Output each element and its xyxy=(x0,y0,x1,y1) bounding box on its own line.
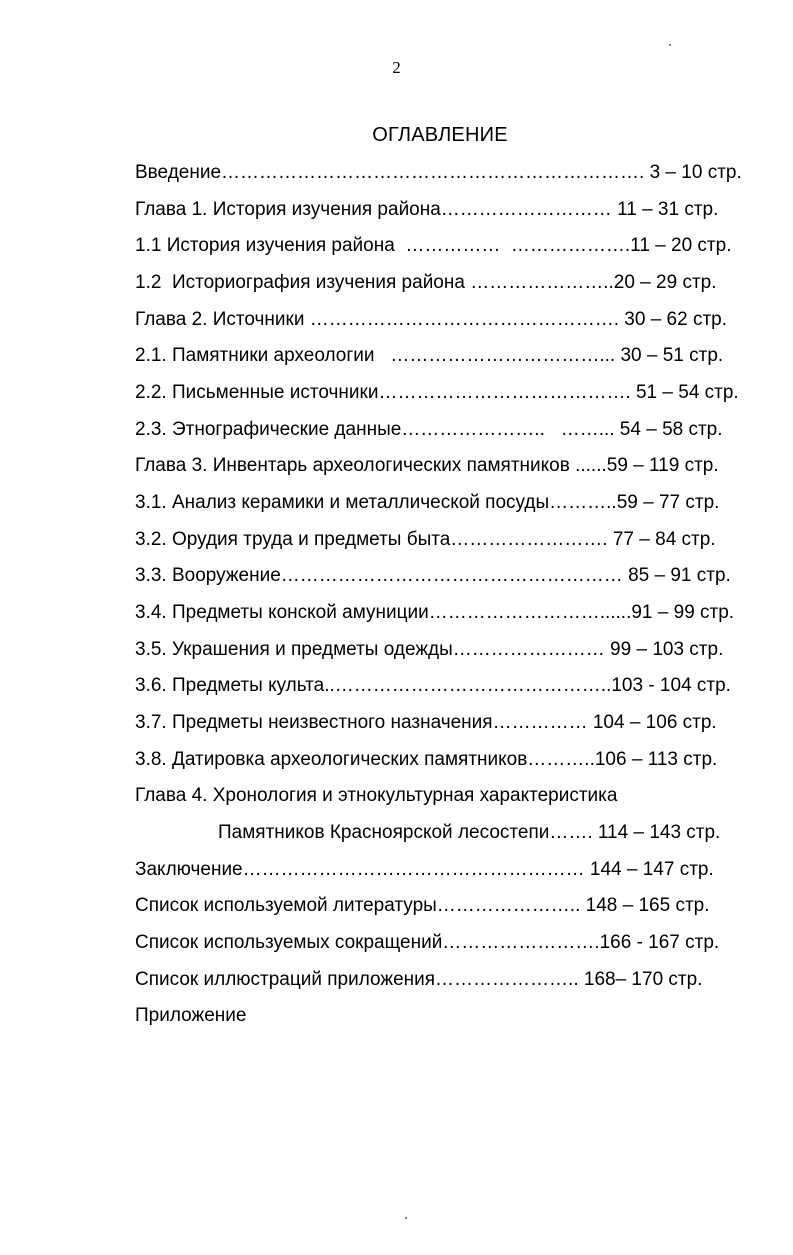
toc-entry-text: 3.1. Анализ керамики и металлической посуды………..59 – 77 стр. xyxy=(135,492,720,513)
toc-entry-abbreviations xyxy=(135,928,719,958)
toc-entry-text: Заключение……………………………………………… 144 – 147 стр. xyxy=(135,859,714,880)
toc-entry-text: Введение…………………………………………………………. 3 – 10 стр. xyxy=(135,162,742,183)
toc-entry-3-4 xyxy=(135,598,734,628)
toc-entry-chapter-1 xyxy=(135,195,718,225)
toc-entry-appendix xyxy=(135,1001,246,1031)
toc-entry-2-2 xyxy=(135,378,739,408)
toc-entry-text: 3.3. Вооружение……………………………………………… 85 – 91 стр. xyxy=(135,565,731,586)
page-number: 2 xyxy=(392,58,401,77)
toc-entry-text: 2.3. Этнографические данные………………….. ……... 54 – 58 стр. xyxy=(135,419,723,440)
toc-entry-illustrations xyxy=(135,965,702,995)
toc-entry-text: 2.2. Письменные источники…………………………………. 51 – 54 стр. xyxy=(135,382,739,403)
toc-entry-3-2 xyxy=(135,525,716,555)
toc-entry-text: Список используемой литературы………………….. 148 – 165 стр. xyxy=(135,895,710,916)
toc-entry-text: Список иллюстраций приложения………………….. 168– 170 стр. xyxy=(135,969,703,990)
toc-entry-chapter-4-continued xyxy=(218,818,720,848)
toc-entry-text: Глава 4. Хронология и этнокультурная характеристика xyxy=(135,785,618,806)
toc-entry-text: 1.2 Историография изучения района …………………..20 – 29 стр. xyxy=(135,272,717,293)
toc-entry-chapter-2 xyxy=(135,305,727,335)
toc-entry-text: 3.4. Предметы конской амуниции………………………......91 – 99 стр. xyxy=(135,602,735,623)
toc-entry-2-3 xyxy=(135,415,723,445)
toc-entry-3-3 xyxy=(135,561,731,591)
toc-entry-text: Приложение xyxy=(135,1005,247,1026)
scan-speck xyxy=(405,1217,407,1219)
toc-entry-text: Глава 3. Инвентарь археологических памятников ......59 – 119 стр. xyxy=(135,455,719,476)
toc-title: ОГЛАВЛЕНИЕ xyxy=(372,124,508,146)
toc-entry-conclusion xyxy=(135,855,714,885)
toc-entry-text: 2.1. Памятники археологии ……………………………... 30 – 51 стр. xyxy=(135,345,724,366)
toc-entry-2-1 xyxy=(135,341,723,371)
toc-entry-3-6 xyxy=(135,671,731,701)
toc-entry-text: 3.8. Датировка археологических памятников………..106 – 113 стр. xyxy=(135,749,718,770)
toc-entry-text: 1.1 История изучения района …………… ……………….11 – 20 стр. xyxy=(135,235,732,256)
toc-entry-text: 3.5. Украшения и предметы одежды…………………… 99 – 103 стр. xyxy=(135,639,724,660)
toc-entry-3-7 xyxy=(135,708,717,738)
toc-entry-chapter-3 xyxy=(135,451,719,481)
toc-entry-3-5 xyxy=(135,635,723,665)
toc-entry-text: 3.7. Предметы неизвестного назначения…………… 104 – 106 стр. xyxy=(135,712,717,733)
scan-speck xyxy=(669,44,671,46)
toc-entry-3-8 xyxy=(135,745,717,775)
toc-entry-text: 3.2. Орудия труда и предметы быта……………………. 77 – 84 стр. xyxy=(135,529,716,550)
toc-entry-introduction xyxy=(135,158,742,188)
toc-entry-text: Глава 2. Источники …………………………………………. 30 – 62 стр. xyxy=(135,309,728,330)
toc-entry-chapter-4 xyxy=(135,781,617,811)
toc-entry-text: 3.6. Предметы культа..……………………………………..103 - 104 стр. xyxy=(135,675,731,696)
toc-entry-text: Список используемых сокращений…………………….166 - 167 стр. xyxy=(135,932,720,953)
toc-entry-1-2 xyxy=(135,268,717,298)
toc-entry-1-1 xyxy=(135,231,731,261)
toc-entry-text: Глава 1. История изучения района……………………… 11 – 31 стр. xyxy=(135,199,719,220)
toc-entry-text: Памятников Красноярской лесостепи……. 114 – 143 стр. xyxy=(218,822,721,843)
toc-entry-3-1 xyxy=(135,488,719,518)
toc-entry-references xyxy=(135,891,710,921)
